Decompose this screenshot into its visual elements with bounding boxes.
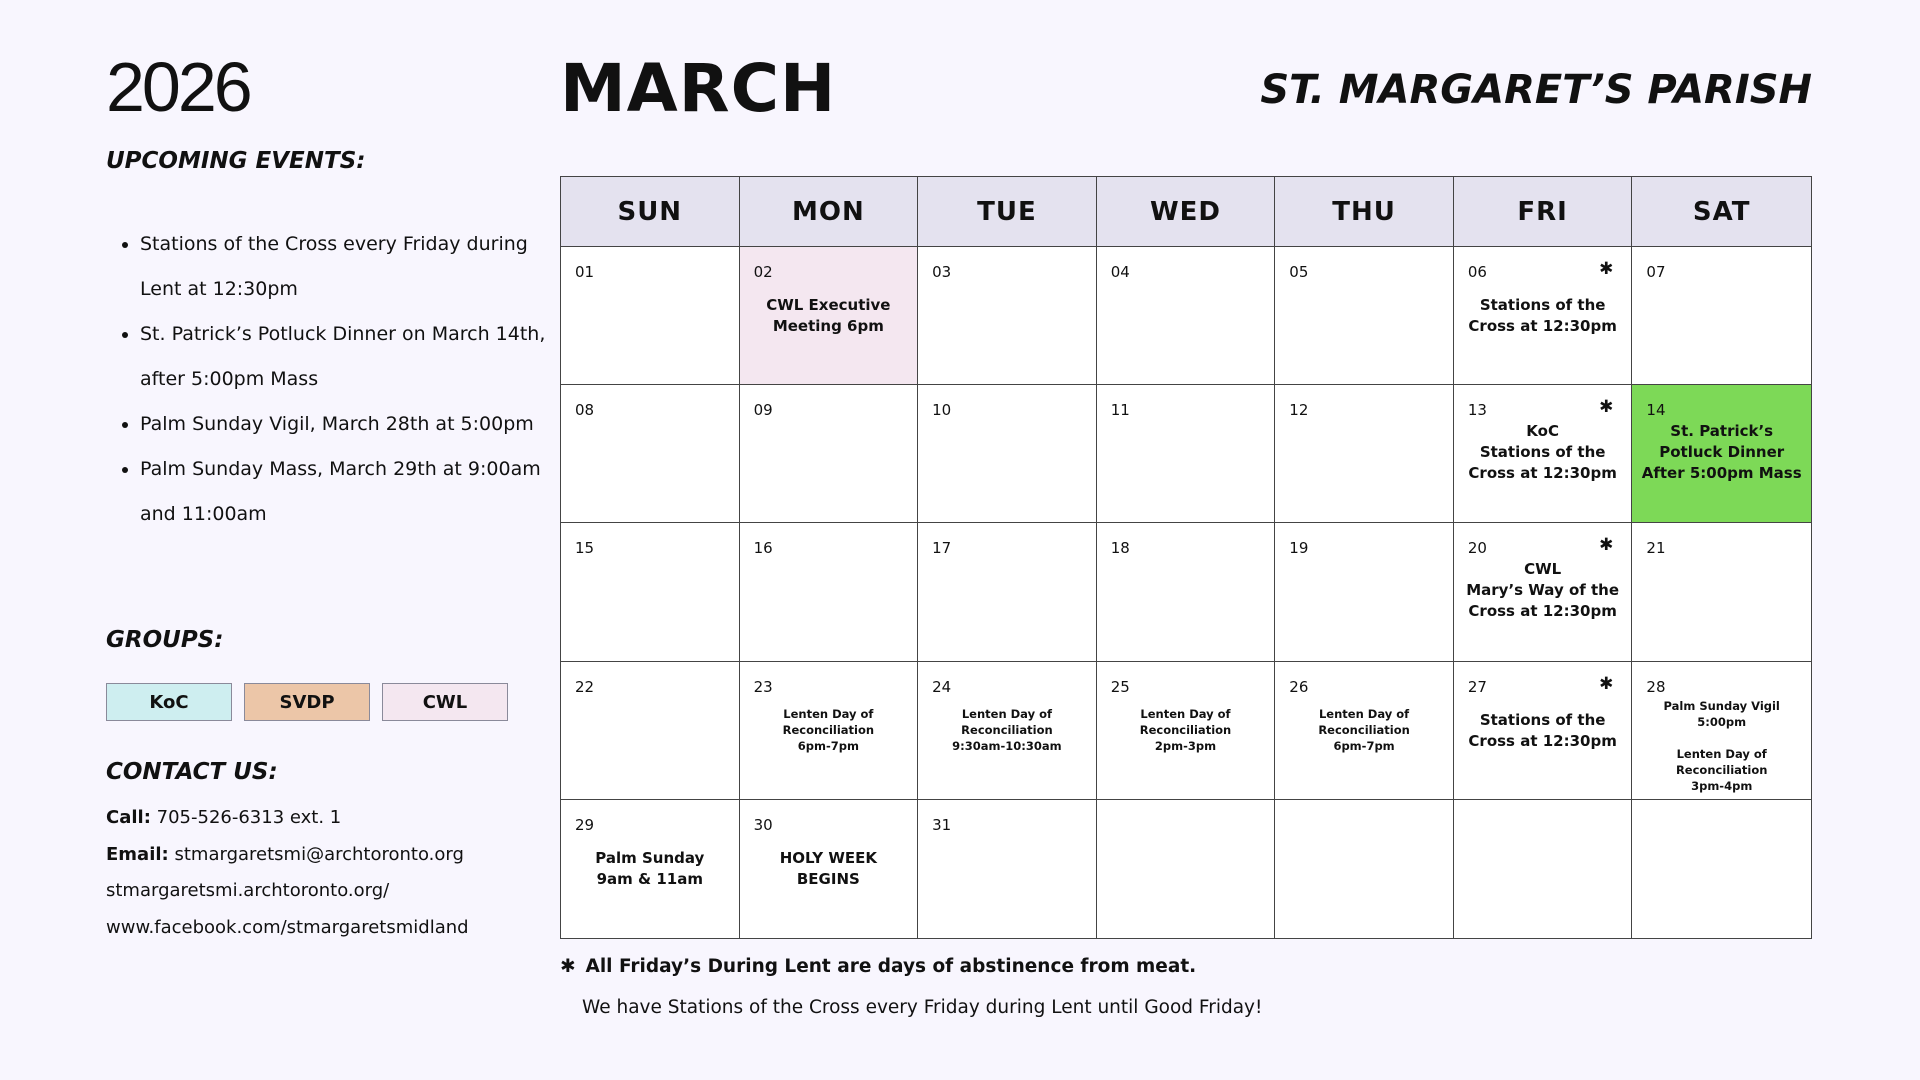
calendar-day-cell[interactable] bbox=[1632, 247, 1811, 385]
day-event: Stations of the Cross at 12:30pm bbox=[1468, 710, 1617, 750]
event-item: • Palm Sunday Mass, March 29th at 9:00am and 11:00am bbox=[140, 447, 560, 537]
calendar-day-cell[interactable] bbox=[740, 800, 919, 938]
day-number: 04 bbox=[1110, 263, 1130, 281]
group-svdp: SVDP bbox=[244, 683, 370, 721]
facebook-link[interactable]: www.facebook.com/stmargaretsmidland bbox=[106, 916, 469, 938]
day-number: 25 bbox=[1110, 677, 1130, 696]
day-number: 24 bbox=[932, 677, 952, 696]
day-number: 21 bbox=[1646, 539, 1666, 558]
calendar-grid bbox=[560, 176, 1812, 939]
day-number: 28 bbox=[1646, 677, 1666, 696]
abstinence-note: All Friday’s During Lent are days of abstinence from meat. bbox=[585, 956, 1197, 977]
event-item: • Stations of the Cross every Friday during Lent at 12:30pm bbox=[140, 222, 560, 312]
email-address: stmargaretsmi@archtoronto.org bbox=[174, 843, 464, 865]
day-number: 05 bbox=[1289, 263, 1309, 281]
day-number: 18 bbox=[1110, 539, 1130, 558]
calendar-day-cell[interactable] bbox=[1454, 247, 1633, 385]
calendar-day-cell[interactable] bbox=[740, 385, 919, 523]
calendar-day-cell[interactable] bbox=[1632, 800, 1811, 938]
event-item: • Palm Sunday Vigil, March 28th at 5:00pm bbox=[140, 402, 560, 447]
calendar-day-cell[interactable] bbox=[1632, 523, 1811, 661]
phone-number: 705-526-6313 ext. 1 bbox=[156, 807, 342, 828]
asterisk-icon: ✱ bbox=[1599, 673, 1614, 694]
day-number: 10 bbox=[932, 401, 952, 420]
calendar-day-cell[interactable] bbox=[918, 523, 1097, 661]
calendar-day-cell[interactable] bbox=[740, 662, 919, 800]
day-number: 03 bbox=[932, 263, 952, 281]
day-event: Lenten Day of Reconciliation 6pm-7pm bbox=[1318, 706, 1410, 753]
website-link[interactable]: stmargaretsmi.archtoronto.org/ bbox=[106, 880, 390, 901]
day-number: 12 bbox=[1289, 401, 1309, 420]
footer-notes bbox=[560, 956, 1262, 1018]
asterisk-icon: ✱ bbox=[1599, 535, 1614, 556]
day-number: 01 bbox=[575, 263, 595, 281]
calendar-day-cell[interactable] bbox=[1097, 800, 1276, 938]
calendar-day-cell[interactable] bbox=[561, 800, 740, 938]
day-event: KoC Stations of the Cross at 12:30pm bbox=[1468, 422, 1617, 483]
upcoming-events-title: UPCOMING EVENTS: bbox=[106, 148, 366, 174]
calendar-day-cell[interactable] bbox=[740, 247, 919, 385]
day-header-mon: MON bbox=[740, 177, 919, 247]
upcoming-events-list bbox=[106, 222, 560, 537]
day-event: CWL Mary’s Way of the Cross at 12:30pm bbox=[1466, 560, 1620, 621]
day-number: 29 bbox=[575, 815, 595, 834]
calendar-day-cell[interactable] bbox=[1454, 800, 1633, 938]
day-header-sun: SUN bbox=[561, 177, 740, 247]
groups-title: GROUPS: bbox=[106, 627, 224, 653]
day-number: 15 bbox=[575, 539, 595, 558]
day-number: 16 bbox=[753, 539, 773, 558]
day-event: Lenten Day of Reconciliation 6pm-7pm bbox=[782, 706, 875, 753]
day-header-wed: WED bbox=[1097, 177, 1276, 247]
calendar-day-cell[interactable] bbox=[1275, 385, 1454, 523]
calendar-day-cell[interactable] bbox=[1097, 523, 1276, 661]
groups-legend bbox=[106, 683, 508, 721]
calendar-day-cell[interactable] bbox=[918, 247, 1097, 385]
calendar-day-cell[interactable] bbox=[1275, 800, 1454, 938]
day-number: 19 bbox=[1289, 539, 1309, 558]
day-number: 13 bbox=[1467, 401, 1487, 420]
day-number: 14 bbox=[1646, 401, 1666, 420]
day-event: Lenten Day of Reconciliation 2pm-3pm bbox=[1139, 706, 1232, 753]
day-number: 02 bbox=[753, 263, 773, 281]
day-header-sat: SAT bbox=[1632, 177, 1811, 247]
day-number: 22 bbox=[575, 677, 595, 696]
day-event: Lenten Day of Reconciliation 9:30am-10:30am bbox=[952, 706, 1062, 753]
calendar-day-cell[interactable] bbox=[1097, 385, 1276, 523]
calendar-day-cell[interactable] bbox=[918, 385, 1097, 523]
contact-title: CONTACT US: bbox=[106, 759, 278, 785]
day-event: Palm Sunday Vigil 5:00pm Lenten Day of Reconciliation 3pm-4pm bbox=[1663, 698, 1780, 793]
calendar-day-cell[interactable] bbox=[1632, 385, 1811, 523]
calendar-day-cell[interactable] bbox=[561, 385, 740, 523]
day-header-fri: FRI bbox=[1454, 177, 1633, 247]
day-event: CWL Executive Meeting 6pm bbox=[766, 296, 891, 335]
group-cwl: CWL bbox=[382, 683, 508, 721]
month-title: MARCH bbox=[560, 50, 837, 127]
day-number: 27 bbox=[1467, 677, 1487, 696]
contact-email: Email: stmargaretsmi@archtoronto.org bbox=[106, 843, 464, 865]
calendar-day-cell[interactable] bbox=[1097, 247, 1276, 385]
day-number: 06 bbox=[1467, 263, 1487, 281]
calendar-day-cell[interactable] bbox=[1454, 385, 1633, 523]
calendar-day-cell[interactable] bbox=[1097, 662, 1276, 800]
calendar-day-cell[interactable] bbox=[1275, 247, 1454, 385]
calendar-day-cell[interactable] bbox=[740, 523, 919, 661]
calendar-day-cell[interactable] bbox=[1275, 523, 1454, 661]
day-event: HOLY WEEK BEGINS bbox=[779, 848, 877, 888]
day-header-tue: TUE bbox=[918, 177, 1097, 247]
day-number: 17 bbox=[932, 539, 952, 558]
parish-name: ST. MARGARET’S PARISH bbox=[1260, 67, 1812, 113]
event-item: • St. Patrick’s Potluck Dinner on March 14th, after 5:00pm Mass bbox=[140, 312, 560, 402]
day-number: 08 bbox=[575, 401, 595, 420]
calendar-day-cell[interactable] bbox=[1454, 523, 1633, 661]
asterisk-icon: ✱ bbox=[1599, 259, 1614, 279]
contact-call: Call: 705-526-6313 ext. 1 bbox=[106, 807, 342, 828]
asterisk-icon: ✱ bbox=[560, 956, 576, 977]
day-number: 31 bbox=[932, 815, 952, 834]
stations-note: We have Stations of the Cross every Friday during Lent until Good Friday! bbox=[582, 997, 1263, 1018]
year-title: 2026 bbox=[106, 48, 250, 126]
day-event: Palm Sunday 9am & 11am bbox=[595, 848, 705, 888]
day-event: St. Patrick’s Potluck Dinner After 5:00pm Mass bbox=[1641, 422, 1802, 483]
contact-info bbox=[106, 800, 536, 946]
day-number: 07 bbox=[1646, 263, 1666, 281]
group-koc: KoC bbox=[106, 683, 232, 721]
day-number: 11 bbox=[1110, 401, 1130, 420]
calendar-day-cell[interactable] bbox=[561, 662, 740, 800]
day-number: 23 bbox=[753, 677, 773, 696]
day-number: 20 bbox=[1467, 539, 1487, 558]
calendar-day-cell[interactable] bbox=[561, 247, 740, 385]
day-number: 26 bbox=[1289, 677, 1309, 696]
calendar-day-cell[interactable] bbox=[1275, 662, 1454, 800]
day-header-thu: THU bbox=[1275, 177, 1454, 247]
day-number: 09 bbox=[753, 401, 773, 420]
calendar-day-cell[interactable] bbox=[1632, 662, 1811, 800]
asterisk-icon: ✱ bbox=[1599, 397, 1614, 418]
calendar-day-cell[interactable] bbox=[561, 523, 740, 661]
calendar-day-cell[interactable] bbox=[918, 662, 1097, 800]
calendar-day-cell[interactable] bbox=[918, 800, 1097, 938]
day-number: 30 bbox=[753, 815, 773, 834]
calendar-day-cell[interactable] bbox=[1454, 662, 1633, 800]
day-event: Stations of the Cross at 12:30pm bbox=[1468, 296, 1617, 335]
